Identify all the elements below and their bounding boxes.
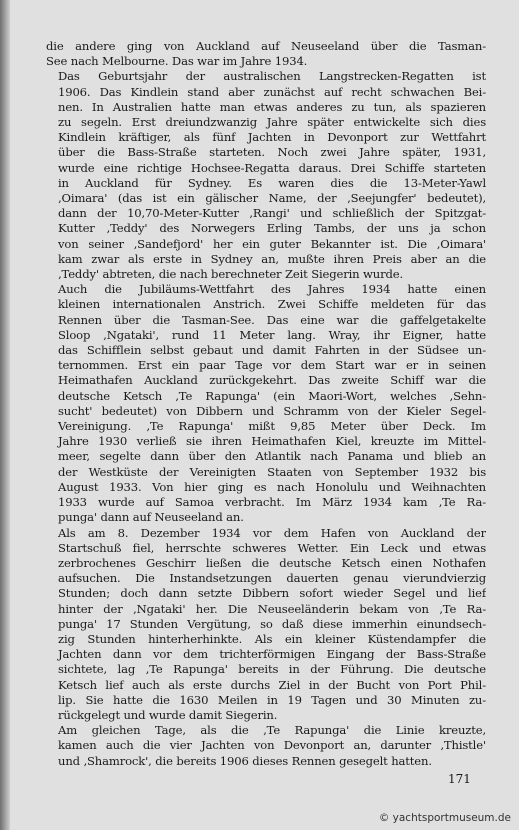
text-line: zerbrochenes Geschirr ließen die deutsche Ketsch einen Nothafen (58, 555, 486, 570)
text-line: Ketsch lief auch als erste durchs Ziel in der Bucht von Port Phil- (58, 677, 486, 692)
paragraph (46, 526, 486, 724)
paragraph (46, 282, 486, 525)
text-line: ‚Oimara' (das ist ein gälischer Name, der ‚Seejungfer' bedeutet), (58, 191, 486, 206)
text-line: lip. Sie hatte die 1630 Meilen in 19 Tagen und 30 Minuten zu- (58, 692, 486, 707)
text-line: 1906. Das Kindlein stand aber zunächst auf recht schwachen Bei- (58, 84, 486, 99)
text-line: sucht' bedeutet) von Dibbern und Schramm von der Kieler Segel- (58, 403, 486, 418)
text-line: Vereinigung. ‚Te Rapunga' mißt 9,85 Meter über Deck. Im (58, 419, 486, 434)
text-line: über die Bass-Straße starteten. Noch zwei Jahre später, 1931, (58, 145, 486, 160)
text-line: See nach Melbourne. Das war im Jahre 1934. (46, 54, 308, 69)
watermark: © yachtsportmuseum.de (378, 812, 511, 824)
paragraph (46, 39, 486, 69)
text-line: rückgelegt und wurde damit Siegerin. (58, 707, 278, 722)
text-line: kamen auch die vier Jachten von Devonport an, darunter ‚Thistle' (58, 738, 486, 753)
text-line: hinter der ‚Ngataki' her. Die Neuseeländerin bekam von ‚Te Ra- (58, 601, 486, 616)
text-line: 1933 wurde auf Samoa verbracht. Im März 1934 kam ‚Te Ra- (58, 495, 486, 510)
text-line: der Westküste der Vereinigten Staaten von September 1932 bis (58, 464, 486, 479)
text-line: Das Geburtsjahr der australischen Langstrecken-Regatten ist (58, 69, 486, 84)
text-line: deutsche Ketsch ‚Te Rapunga' (ein Maori-Wort, welches ‚Sehn- (58, 388, 486, 403)
text-line: aufsuchen. Die Instandsetzungen dauerten genau vierundvierzig (58, 571, 486, 586)
page-number: 171 (448, 772, 471, 786)
text-line: Heimathafen Auckland zurückgekehrt. Das zweite Schiff war die (58, 373, 486, 388)
text-line: zu segeln. Erst dreiundzwanzig Jahre später entwickelte sich dies (58, 115, 486, 130)
text-line: die andere ging von Auckland auf Neuseeland über die Tasman- (46, 39, 486, 53)
text-line: ternommen. Erst ein paar Tage vor dem Start war er in seinen (58, 358, 486, 373)
text-line: August 1933. Von hier ging es nach Honolulu und Weihnachten (58, 479, 486, 494)
text-line: meer, segelte dann über den Atlantik nach Panama und blieb an (58, 449, 486, 464)
text-line: Als am 8. Dezember 1934 vor dem Hafen von Auckland der (58, 525, 486, 540)
text-line: Startschuß fiel, herrschte schweres Wetter. Ein Leck und etwas (58, 540, 486, 555)
paragraph (46, 723, 486, 769)
text-line: punga' 17 Stunden Vergütung, so daß diese immerhin einundsech- (58, 616, 486, 631)
text-line: nen. In Australien hatte man etwas anderes zu tun, als spazieren (58, 99, 486, 114)
page-gutter-shadow (0, 0, 10, 830)
paragraph (46, 69, 486, 282)
text-line: von seiner ‚Sandefjord' her ein guter Bekannter ist. Die ‚Oimara' (58, 236, 486, 251)
text-line: in Auckland für Sydney. Es waren dies die 13-Meter-Yawl (58, 175, 486, 190)
text-line: wurde eine richtige Hochsee-Regatta daraus. Drei Schiffe starteten (58, 160, 486, 175)
body-text (46, 39, 486, 769)
text-line: punga' dann auf Neuseeland an. (58, 510, 244, 525)
text-line: Jachten dann vor dem trichterförmigen Eingang der Bass-Straße (58, 647, 486, 662)
text-line: ‚Teddy' abtreten, die nach berechneter Zeit Siegerin wurde. (58, 267, 404, 282)
text-line: und ‚Shamrock', die bereits 1906 dieses Rennen gesegelt hatten. (58, 753, 432, 768)
text-line: Sloop ‚Ngataki', rund 11 Meter lang. Wray, ihr Eigner, hatte (58, 327, 486, 342)
text-line: Auch die Jubiläums-Wettfahrt des Jahres 1934 hatte einen (58, 282, 486, 297)
text-line: dann der 10,70-Meter-Kutter ‚Rangi' und schließlich der Spitzgat- (58, 206, 486, 221)
text-line: sichtete, lag ‚Te Rapunga' bereits in der Führung. Die deutsche (58, 662, 486, 677)
text-line: Am gleichen Tage, als die ‚Te Rapunga' die Linie kreuzte, (58, 723, 486, 738)
text-line: Stunden; doch dann setzte Dibbern sofort wieder Segel und lief (58, 586, 486, 601)
text-line: kam zwar als erste in Sydney an, mußte ihren Preis aber an die (58, 251, 486, 266)
text-line: zig Stunden hinterherhinkte. Als ein kleiner Küstendampfer die (58, 631, 486, 646)
text-line: kleinen internationalen Anstrich. Zwei Schiffe meldeten für das (58, 297, 486, 312)
text-line: das Schifflein selbst gebaut und damit Fahrten in der Südsee un- (58, 343, 486, 358)
text-line: Jahre 1930 verließ sie ihren Heimathafen Kiel, kreuzte im Mittel- (58, 434, 486, 449)
text-line: Kindlein kräftiger, als fünf Jachten in Devonport zur Wettfahrt (58, 130, 486, 145)
text-line: Kutter ‚Teddy' des Norwegers Erling Tambs, der uns ja schon (58, 221, 486, 236)
text-line: Rennen über die Tasman-See. Das eine war die gaffelgetakelte (58, 312, 486, 327)
